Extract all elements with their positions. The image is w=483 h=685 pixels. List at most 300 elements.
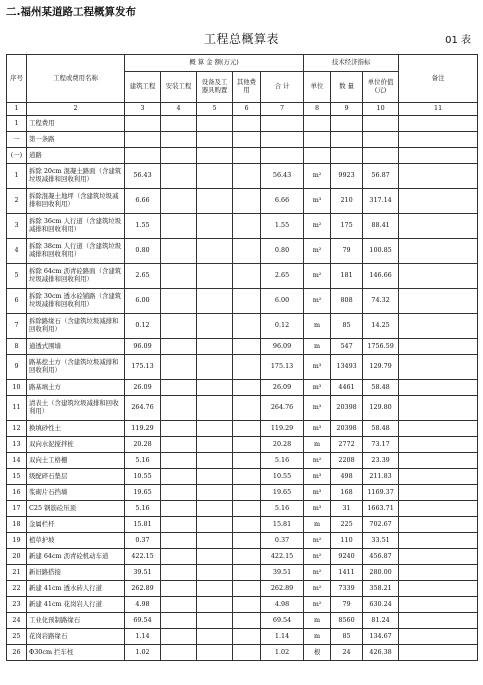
equipment-cell: [197, 339, 233, 355]
column-number-cell: 5: [197, 103, 233, 116]
equipment-cell: [197, 581, 233, 597]
remark-cell: [399, 565, 478, 581]
other-cell: [233, 533, 261, 549]
construction-cell: 2.65: [125, 264, 161, 289]
seq-cell: 26: [7, 645, 27, 661]
quantity-cell: 85: [331, 629, 363, 645]
installation-cell: [161, 645, 197, 661]
equipment-cell: [197, 289, 233, 314]
seq-cell: 12: [7, 421, 27, 437]
installation-cell: [161, 116, 197, 132]
table-row: [7, 453, 478, 469]
equipment-cell: [197, 189, 233, 214]
column-number-cell: 1: [7, 103, 27, 116]
unit-cell: m: [304, 629, 331, 645]
table-row: [7, 339, 478, 355]
table-row: [7, 485, 478, 501]
construction-cell: 175.13: [125, 355, 161, 380]
unit-price-cell: 358.21: [363, 581, 399, 597]
table-number: 01 表: [445, 35, 471, 46]
unit-price-cell: 33.51: [363, 533, 399, 549]
header-equipment: 设备及工器具购置: [197, 72, 233, 103]
equipment-cell: [197, 380, 233, 396]
table-row: [7, 597, 478, 613]
other-cell: [233, 314, 261, 339]
installation-cell: [161, 437, 197, 453]
unit-price-cell: 211.83: [363, 469, 399, 485]
construction-cell: [125, 116, 161, 132]
total-cell: 175.13: [261, 355, 304, 380]
name-cell: 拆除 38cm 人行道（含建筑垃圾减排和回收利用）: [27, 239, 125, 264]
name-cell: 新建 41cm 透水砖人行道: [27, 581, 125, 597]
remark-cell: [399, 517, 478, 533]
other-cell: [233, 549, 261, 565]
equipment-cell: [197, 533, 233, 549]
name-cell: 路基挖土方（含建筑垃圾减排和回收利用）: [27, 355, 125, 380]
other-cell: [233, 148, 261, 164]
name-cell: 新建 41cm 花岗岩人行道: [27, 597, 125, 613]
construction-cell: 264.76: [125, 396, 161, 421]
quantity-cell: 7339: [331, 581, 363, 597]
name-cell: 第一条路: [27, 132, 125, 148]
unit-cell: m³: [304, 380, 331, 396]
quantity-cell: 9923: [331, 164, 363, 189]
total-cell: 0.12: [261, 314, 304, 339]
construction-cell: 10.55: [125, 469, 161, 485]
total-cell: 5.16: [261, 501, 304, 517]
quantity-cell: [331, 132, 363, 148]
unit-price-cell: 23.39: [363, 453, 399, 469]
name-cell: 拆除 30cm 透水砼铺路（含建筑垃圾减排和回收利用）: [27, 289, 125, 314]
unit-cell: m: [304, 613, 331, 629]
other-cell: [233, 581, 261, 597]
remark-cell: [399, 380, 478, 396]
unit-price-cell: 630.24: [363, 597, 399, 613]
other-cell: [233, 264, 261, 289]
unit-cell: 根: [304, 645, 331, 661]
construction-cell: 1.55: [125, 214, 161, 239]
quantity-cell: 168: [331, 485, 363, 501]
column-number-cell: 4: [161, 103, 197, 116]
quantity-cell: 8560: [331, 613, 363, 629]
name-cell: 级配碎石垫层: [27, 469, 125, 485]
equipment-cell: [197, 116, 233, 132]
remark-cell: [399, 645, 478, 661]
other-cell: [233, 355, 261, 380]
other-cell: [233, 565, 261, 581]
quantity-cell: 20398: [331, 396, 363, 421]
quantity-cell: 498: [331, 469, 363, 485]
installation-cell: [161, 549, 197, 565]
header-remark: 备注: [399, 55, 478, 103]
remark-cell: [399, 264, 478, 289]
unit-cell: m³: [304, 396, 331, 421]
seq-cell: 3: [7, 214, 27, 239]
construction-cell: 4.98: [125, 597, 161, 613]
seq-cell: 5: [7, 264, 27, 289]
other-cell: [233, 645, 261, 661]
quantity-cell: 85: [331, 314, 363, 339]
header-tech-group: 技术经济指标: [304, 55, 399, 72]
construction-cell: 20.28: [125, 437, 161, 453]
unit-cell: m²: [304, 239, 331, 264]
table-row: [7, 437, 478, 453]
table-row: [7, 132, 478, 148]
total-cell: 4.98: [261, 597, 304, 613]
unit-price-cell: [363, 116, 399, 132]
table-row: [7, 239, 478, 264]
quantity-cell: 1411: [331, 565, 363, 581]
construction-cell: 1.02: [125, 645, 161, 661]
name-cell: C25 钢筋砼压顶: [27, 501, 125, 517]
unit-cell: [304, 148, 331, 164]
unit-cell: m²: [304, 597, 331, 613]
construction-cell: [125, 148, 161, 164]
seq-cell: 16: [7, 485, 27, 501]
installation-cell: [161, 421, 197, 437]
installation-cell: [161, 533, 197, 549]
header-budget-group: 概 算 金 额(万元): [125, 55, 304, 72]
installation-cell: [161, 355, 197, 380]
quantity-cell: 31: [331, 501, 363, 517]
construction-cell: 422.15: [125, 549, 161, 565]
unit-price-cell: 74.32: [363, 289, 399, 314]
construction-cell: 6.00: [125, 289, 161, 314]
installation-cell: [161, 214, 197, 239]
table-row: [7, 314, 478, 339]
remark-cell: [399, 314, 478, 339]
seq-cell: 8: [7, 339, 27, 355]
other-cell: [233, 421, 261, 437]
quantity-cell: 808: [331, 289, 363, 314]
other-cell: [233, 437, 261, 453]
table-row: [7, 629, 478, 645]
equipment-cell: [197, 485, 233, 501]
installation-cell: [161, 581, 197, 597]
other-cell: [233, 289, 261, 314]
installation-cell: [161, 485, 197, 501]
seq-cell: 18: [7, 517, 27, 533]
remark-cell: [399, 629, 478, 645]
other-cell: [233, 469, 261, 485]
other-cell: [233, 214, 261, 239]
unit-cell: m²: [304, 453, 331, 469]
unit-price-cell: 81.24: [363, 613, 399, 629]
column-number-cell: 8: [304, 103, 331, 116]
total-cell: 19.65: [261, 485, 304, 501]
equipment-cell: [197, 453, 233, 469]
unit-cell: m³: [304, 469, 331, 485]
installation-cell: [161, 289, 197, 314]
unit-price-cell: 146.66: [363, 264, 399, 289]
remark-cell: [399, 485, 478, 501]
unit-cell: m²: [304, 214, 331, 239]
table-row: [7, 533, 478, 549]
seq-cell: 22: [7, 581, 27, 597]
total-cell: [261, 132, 304, 148]
unit-cell: m²: [304, 565, 331, 581]
unit-price-cell: 426.38: [363, 645, 399, 661]
unit-price-cell: 317.14: [363, 189, 399, 214]
total-cell: 119.29: [261, 421, 304, 437]
seq-cell: 2: [7, 189, 27, 214]
seq-cell: 9: [7, 355, 27, 380]
table-row: [7, 116, 478, 132]
equipment-cell: [197, 565, 233, 581]
unit-price-cell: 100.85: [363, 239, 399, 264]
construction-cell: 119.29: [125, 421, 161, 437]
quantity-cell: 9240: [331, 549, 363, 565]
other-cell: [233, 517, 261, 533]
installation-cell: [161, 239, 197, 264]
unit-price-cell: 1663.71: [363, 501, 399, 517]
other-cell: [233, 380, 261, 396]
installation-cell: [161, 469, 197, 485]
table-row: [7, 469, 478, 485]
total-cell: 1.14: [261, 629, 304, 645]
equipment-cell: [197, 355, 233, 380]
total-cell: 56.43: [261, 164, 304, 189]
equipment-cell: [197, 517, 233, 533]
table-row: [7, 289, 478, 314]
construction-cell: 1.14: [125, 629, 161, 645]
quantity-cell: 79: [331, 597, 363, 613]
header-total: 合 计: [261, 72, 304, 103]
equipment-cell: [197, 148, 233, 164]
unit-cell: m²: [304, 549, 331, 565]
remark-cell: [399, 421, 478, 437]
construction-cell: 39.51: [125, 565, 161, 581]
remark-cell: [399, 339, 478, 355]
installation-cell: [161, 396, 197, 421]
equipment-cell: [197, 214, 233, 239]
unit-price-cell: 58.48: [363, 380, 399, 396]
total-cell: 6.00: [261, 289, 304, 314]
header-name: 工程或费用名称: [27, 55, 125, 103]
installation-cell: [161, 629, 197, 645]
total-cell: 20.28: [261, 437, 304, 453]
remark-cell: [399, 533, 478, 549]
remark-cell: [399, 189, 478, 214]
remark-cell: [399, 214, 478, 239]
name-cell: 花岗岩路缘石: [27, 629, 125, 645]
construction-cell: 0.12: [125, 314, 161, 339]
installation-cell: [161, 597, 197, 613]
total-cell: 1.55: [261, 214, 304, 239]
unit-cell: m: [304, 517, 331, 533]
column-number-cell: 6: [233, 103, 261, 116]
seq-cell: 17: [7, 501, 27, 517]
name-cell: 通透式围墙: [27, 339, 125, 355]
installation-cell: [161, 565, 197, 581]
quantity-cell: 20398: [331, 421, 363, 437]
unit-cell: m²: [304, 533, 331, 549]
installation-cell: [161, 339, 197, 355]
column-number-cell: 9: [331, 103, 363, 116]
unit-cell: m³: [304, 421, 331, 437]
seq-cell: 23: [7, 597, 27, 613]
seq-cell: 11: [7, 396, 27, 421]
quantity-cell: 210: [331, 189, 363, 214]
equipment-cell: [197, 396, 233, 421]
installation-cell: [161, 148, 197, 164]
table-row: [7, 581, 478, 597]
unit-cell: m: [304, 437, 331, 453]
remark-cell: [399, 581, 478, 597]
table-body: [7, 103, 478, 661]
construction-cell: 0.37: [125, 533, 161, 549]
column-number-cell: 2: [27, 103, 125, 116]
unit-price-cell: 456.87: [363, 549, 399, 565]
construction-cell: 69.54: [125, 613, 161, 629]
name-cell: 拆除 20cm 混凝土路面（含建筑垃圾减排和回收利用）: [27, 164, 125, 189]
remark-cell: [399, 148, 478, 164]
installation-cell: [161, 164, 197, 189]
unit-cell: m²: [304, 581, 331, 597]
quantity-cell: 181: [331, 264, 363, 289]
construction-cell: 19.65: [125, 485, 161, 501]
unit-price-cell: 14.25: [363, 314, 399, 339]
other-cell: [233, 339, 261, 355]
installation-cell: [161, 132, 197, 148]
other-cell: [233, 485, 261, 501]
remark-cell: [399, 597, 478, 613]
quantity-cell: 110: [331, 533, 363, 549]
seq-cell: 7: [7, 314, 27, 339]
header-unit-price: 单位价值(元): [363, 72, 399, 103]
seq-cell: (一): [7, 148, 27, 164]
name-cell: 植草护坡: [27, 533, 125, 549]
seq-cell: 21: [7, 565, 27, 581]
construction-cell: 15.81: [125, 517, 161, 533]
name-cell: 金属栏杆: [27, 517, 125, 533]
construction-cell: 6.66: [125, 189, 161, 214]
budget-table: [6, 54, 478, 661]
unit-price-cell: 134.67: [363, 629, 399, 645]
equipment-cell: [197, 437, 233, 453]
table-row: [7, 565, 478, 581]
table-row: [7, 396, 478, 421]
quantity-cell: 175: [331, 214, 363, 239]
table-row: [7, 264, 478, 289]
seq-cell: 4: [7, 239, 27, 264]
other-cell: [233, 501, 261, 517]
equipment-cell: [197, 421, 233, 437]
quantity-cell: 225: [331, 517, 363, 533]
seq-cell: 19: [7, 533, 27, 549]
total-cell: 39.51: [261, 565, 304, 581]
unit-price-cell: 280.00: [363, 565, 399, 581]
unit-price-cell: 58.48: [363, 421, 399, 437]
seq-cell: 1: [7, 164, 27, 189]
seq-cell: 14: [7, 453, 27, 469]
construction-cell: 5.16: [125, 501, 161, 517]
installation-cell: [161, 501, 197, 517]
other-cell: [233, 629, 261, 645]
unit-cell: [304, 132, 331, 148]
remark-cell: [399, 501, 478, 517]
name-cell: 路基填土方: [27, 380, 125, 396]
seq-cell: 13: [7, 437, 27, 453]
total-cell: 264.76: [261, 396, 304, 421]
unit-cell: m²: [304, 264, 331, 289]
installation-cell: [161, 517, 197, 533]
table-row: [7, 517, 478, 533]
installation-cell: [161, 380, 197, 396]
total-cell: 2.65: [261, 264, 304, 289]
unit-price-cell: 73.17: [363, 437, 399, 453]
remark-cell: [399, 549, 478, 565]
seq-cell: 一: [7, 132, 27, 148]
remark-cell: [399, 396, 478, 421]
unit-price-cell: 1169.37: [363, 485, 399, 501]
quantity-cell: 79: [331, 239, 363, 264]
name-cell: 工程费用: [27, 116, 125, 132]
construction-cell: 5.16: [125, 453, 161, 469]
name-cell: 拆除路缘石（含建筑垃圾减排和回收利用）: [27, 314, 125, 339]
name-cell: 工业化预制路缘石: [27, 613, 125, 629]
total-cell: 96.09: [261, 339, 304, 355]
name-cell: 拆除混凝土地坪（含建筑垃圾减排和回收利用）: [27, 189, 125, 214]
unit-price-cell: 56.87: [363, 164, 399, 189]
unit-cell: m³: [304, 189, 331, 214]
name-cell: 双向土工格栅: [27, 453, 125, 469]
equipment-cell: [197, 629, 233, 645]
name-cell: Φ30cm 拦车柱: [27, 645, 125, 661]
unit-cell: m³: [304, 485, 331, 501]
total-cell: 422.15: [261, 549, 304, 565]
remark-cell: [399, 164, 478, 189]
name-cell: 拆除 36cm 人行道（含建筑垃圾减排和回收利用）: [27, 214, 125, 239]
remark-cell: [399, 116, 478, 132]
equipment-cell: [197, 264, 233, 289]
installation-cell: [161, 264, 197, 289]
other-cell: [233, 453, 261, 469]
installation-cell: [161, 189, 197, 214]
name-cell: 清表土（含建筑垃圾减排和回收利用）: [27, 396, 125, 421]
total-cell: 69.54: [261, 613, 304, 629]
unit-price-cell: 88.41: [363, 214, 399, 239]
unit-price-cell: 129.80: [363, 396, 399, 421]
header-unit: 单位: [304, 72, 331, 103]
table-row: [7, 549, 478, 565]
column-number-cell: 3: [125, 103, 161, 116]
installation-cell: [161, 453, 197, 469]
quantity-cell: [331, 148, 363, 164]
table-row: [7, 148, 478, 164]
name-cell: 双向水泥搅拌桩: [27, 437, 125, 453]
equipment-cell: [197, 132, 233, 148]
unit-cell: m³: [304, 355, 331, 380]
total-cell: 0.37: [261, 533, 304, 549]
other-cell: [233, 164, 261, 189]
other-cell: [233, 189, 261, 214]
header-seq: 序号: [7, 55, 27, 103]
remark-cell: [399, 132, 478, 148]
total-cell: 1.02: [261, 645, 304, 661]
header-quantity: 数 量: [331, 72, 363, 103]
total-cell: 10.55: [261, 469, 304, 485]
total-cell: 26.09: [261, 380, 304, 396]
unit-cell: m: [304, 339, 331, 355]
table-row: [7, 355, 478, 380]
unit-cell: m: [304, 314, 331, 339]
unit-cell: [304, 116, 331, 132]
equipment-cell: [197, 549, 233, 565]
column-number-cell: 11: [399, 103, 478, 116]
name-cell: 浆砌片石挡墙: [27, 485, 125, 501]
quantity-cell: 547: [331, 339, 363, 355]
